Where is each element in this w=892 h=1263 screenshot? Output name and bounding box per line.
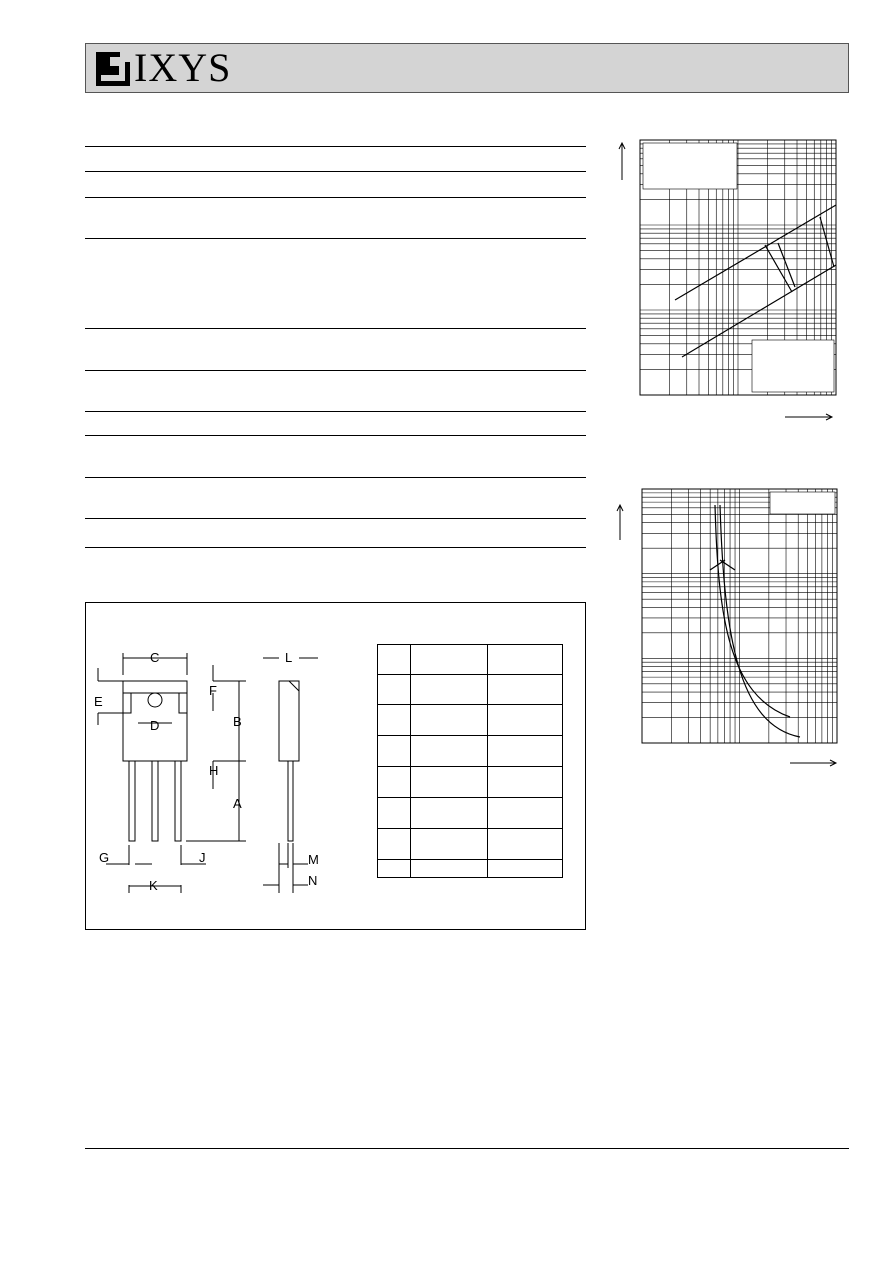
dim-label-k: K (149, 878, 158, 893)
dim-label-j: J (199, 850, 206, 865)
dim-label-l: L (285, 650, 293, 665)
dim-label-n: N (308, 873, 318, 888)
y-axis-arrow-icon (617, 505, 623, 540)
table-rule (85, 197, 586, 198)
table-rule (85, 411, 586, 412)
top-chart (610, 135, 845, 425)
y-axis-arrow-icon (619, 143, 625, 180)
dim-label-d: D (150, 718, 160, 733)
bottom-chart (610, 485, 845, 775)
footer-rule (85, 1148, 849, 1149)
table-rule (85, 146, 586, 147)
dim-label-g: G (99, 850, 110, 865)
x-axis-arrow-icon (790, 760, 836, 766)
table-rule (85, 547, 586, 548)
table-rule (85, 238, 586, 239)
table-rule (85, 435, 586, 436)
dim-label-a: A (233, 796, 242, 811)
dim-label-m: M (308, 852, 319, 867)
table-rule (85, 328, 586, 329)
table-rule (85, 477, 586, 478)
dimensions-table (377, 644, 563, 878)
dim-label-h: H (209, 763, 219, 778)
ixys-logo-icon (96, 52, 130, 86)
x-axis-arrow-icon (785, 414, 832, 420)
dim-label-f: F (209, 683, 217, 698)
table-rule (85, 171, 586, 172)
table-rule (85, 370, 586, 371)
header-bar (85, 43, 849, 93)
dim-label-b: B (233, 714, 242, 729)
table-rule (85, 518, 586, 519)
brand-name: IXYS (134, 45, 232, 90)
dim-label-e: E (94, 694, 103, 709)
dim-label-c: C (150, 650, 160, 665)
